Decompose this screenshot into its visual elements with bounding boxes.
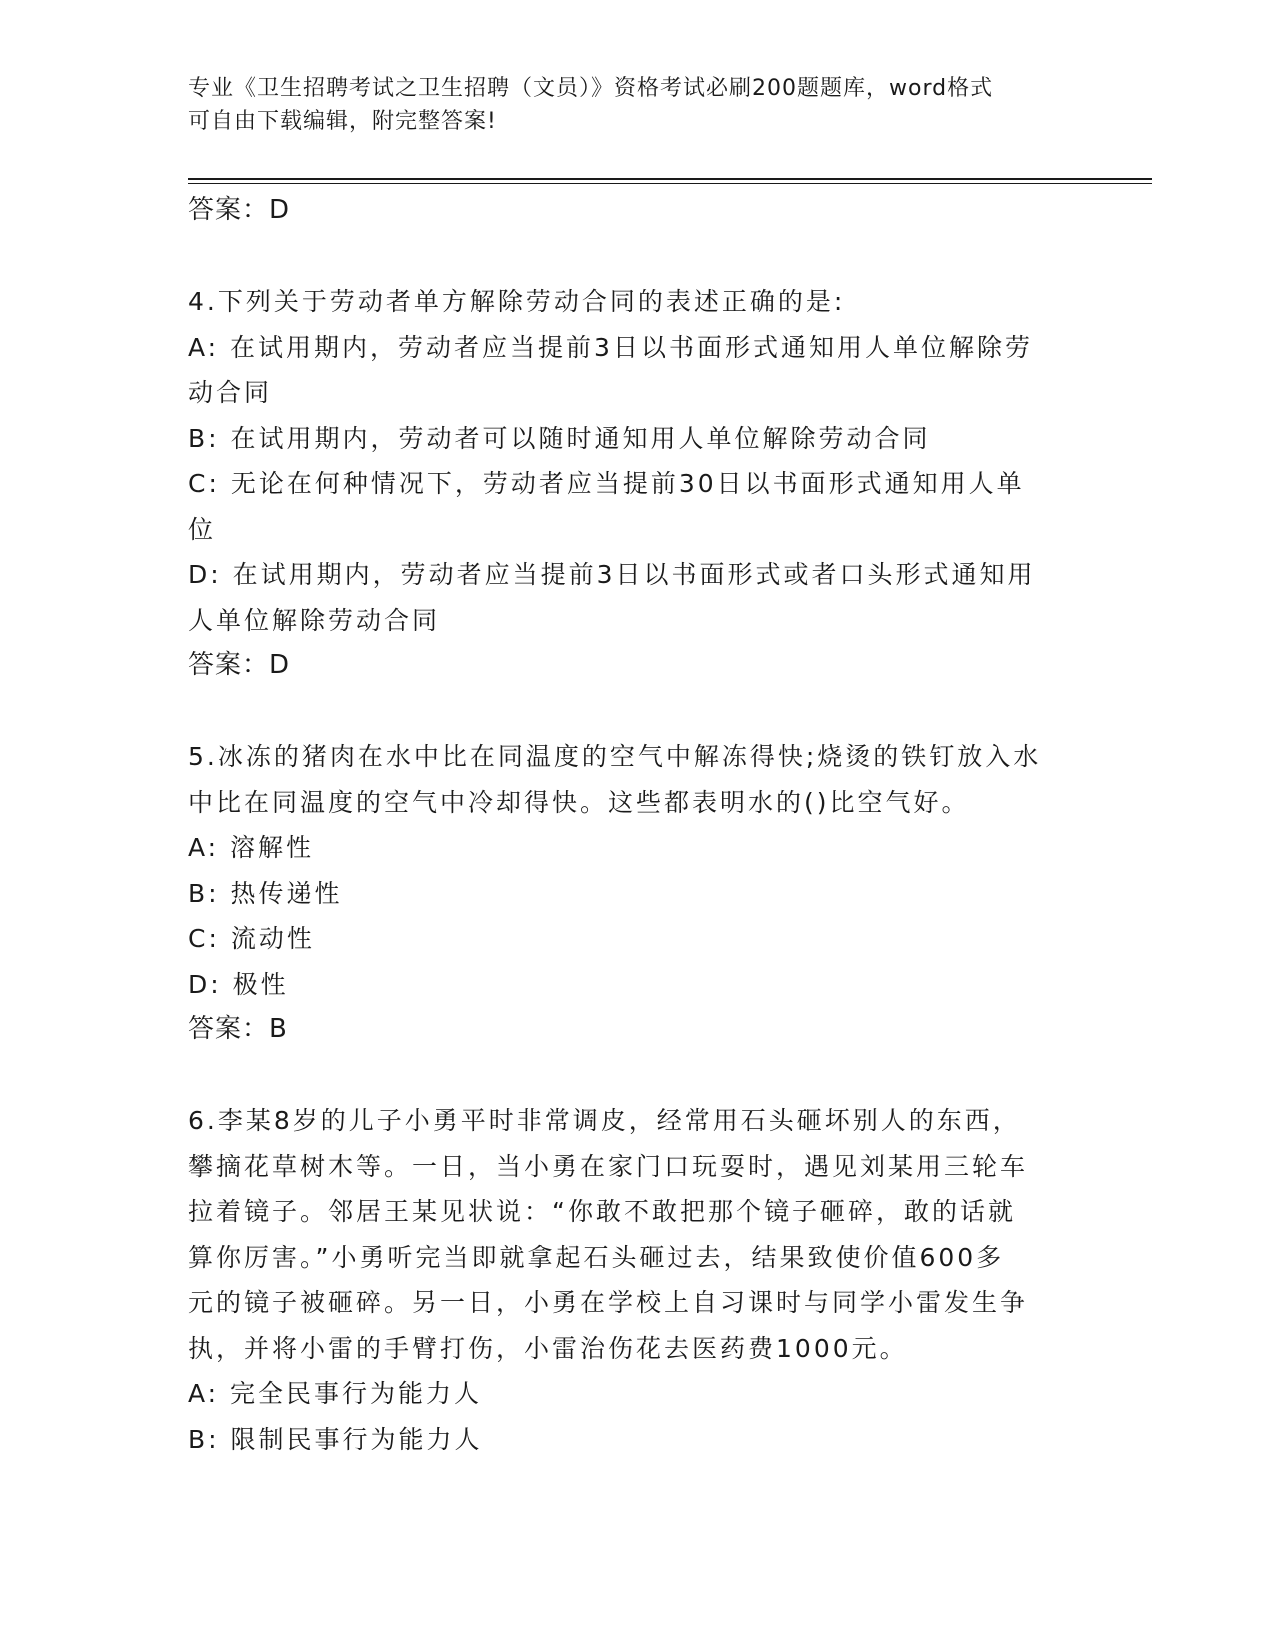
question-stem-cont: 攀摘花草树木等。一日，当小勇在家门口玩耍时，遇见刘某用三轮车: [188, 1151, 1029, 1181]
previous-answer: 答案：D: [188, 195, 291, 225]
question-stem-cont: 算你厉害。”小勇听完当即就拿起石头砸过去，结果致使价值600多: [188, 1242, 1005, 1272]
header-divider-thick: [188, 178, 1152, 180]
option-b: B: 限制民事行为能力人: [188, 1424, 483, 1454]
option-c: C: 无论在何种情况下，劳动者应当提前30日以书面形式通知用人单: [188, 469, 1025, 498]
question-stem: 5.冰冻的猪肉在水中比在同温度的空气中解冻得快;烧烫的铁钉放入水: [188, 742, 1042, 771]
option-d: D: 在试用期内，劳动者应当提前3日以书面形式或者口头形式通知用: [188, 560, 1036, 589]
header-divider-thin: [188, 183, 1152, 184]
answer: 答案：B: [188, 1014, 288, 1044]
option-a: A: 溶解性: [188, 833, 315, 862]
question-stem-cont: 执，并将小雷的手臂打伤，小雷治伤花去医药费1000元。: [188, 1333, 908, 1363]
question-5: [188, 734, 1088, 1053]
option-d-cont: 人单位解除劳动合同: [188, 605, 441, 635]
question-stem: 6.李某8岁的儿子小勇平时非常调皮，经常用石头砸坏别人的东西，: [188, 1106, 1021, 1135]
option-d: D: 极性: [188, 969, 289, 999]
header-line-1: 专业《卫生招聘考试之卫生招聘（文员）》资格考试必刷200题题库，word格式: [188, 76, 994, 101]
question-6: [188, 1098, 1088, 1462]
question-stem-cont: 拉着镜子。邻居王某见状说：“你敢不敢把那个镜子砸碎，敢的话就: [188, 1197, 1016, 1226]
option-a-cont: 动合同: [188, 378, 273, 407]
option-c: C: 流动性: [188, 924, 315, 953]
option-a: A: 在试用期内，劳动者应当提前3日以书面形式通知用人单位解除劳: [188, 332, 1033, 362]
option-a: A: 完全民事行为能力人: [188, 1379, 483, 1408]
question-stem-cont: 元的镜子被砸碎。另一日，小勇在学校上自习课时与同学小雷发生争: [188, 1288, 1029, 1317]
answer: 答案：D: [188, 650, 291, 680]
document-body: [188, 188, 1088, 1462]
question-stem: 4.下列关于劳动者单方解除劳动合同的表述正确的是:: [188, 287, 846, 316]
document-header: [188, 72, 1068, 138]
question-stem-cont: 中比在同温度的空气中冷却得快。这些都表明水的()比空气好。: [188, 787, 970, 817]
option-b: B: 热传递性: [188, 878, 343, 908]
option-c-cont: 位: [188, 514, 217, 544]
option-b: B: 在试用期内，劳动者可以随时通知用人单位解除劳动合同: [188, 423, 931, 453]
header-line-2: 可自由下载编辑，附完整答案!: [188, 109, 497, 134]
question-4: [188, 279, 1088, 689]
